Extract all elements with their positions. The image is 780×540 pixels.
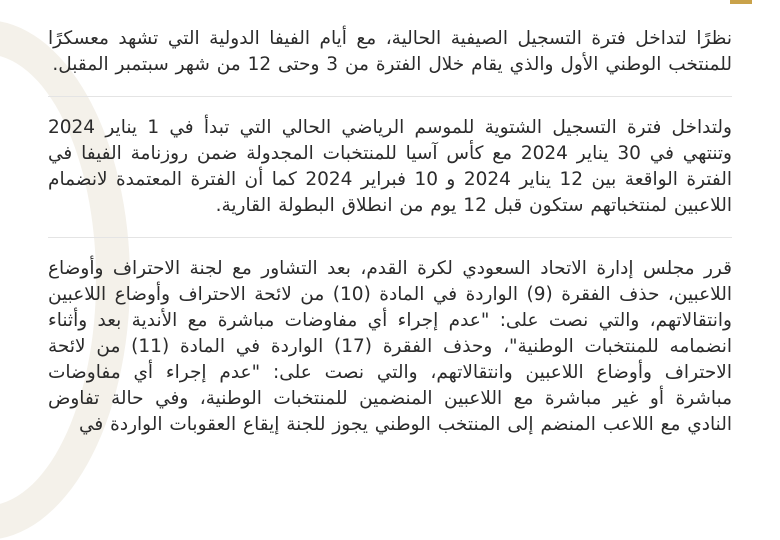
divider xyxy=(48,237,732,238)
paragraph-board-decision: قرر مجلس إدارة الاتحاد السعودي لكرة القدم، بعد التشاور مع لجنة الاحتراف وأوضاع اللاعبين، حذف الفقرة (9) الواردة في المادة (10) من لائحة الاحتراف وأوضاع اللاعبين وانتقالاتهم، والتي نصت على: "عدم إجراء أي مفاوضات مباشرة مع الأندية بعد وأثناء انضمامه للمنتخبات الوطنية"، وحذف الفقرة (17) الواردة في المادة (11) من لائحة الاحتراف وأوضاع اللاعبين وانتقالاتهم، والتي نصت على: "عدم إجراء أي مفاوضات مباشرة أو غير مباشرة مع اللاعبين المنضمين للمنتخبات الوطنية، وفي حالة تفاوض النادي مع اللاعب المنضم إلى المنتخب الوطني يجوز للجنة إيقاع العقوبات الواردة في xyxy=(48,258,733,435)
top-accent-bar xyxy=(730,0,752,4)
divider xyxy=(48,96,732,97)
paragraph-winter-registration: ولتداخل فترة التسجيل الشتوية للموسم الرياضي الحالي التي تبدأ في 1 يناير 2024 وتنتهي في 30 يناير 2024 مع كأس آسيا للمنتخبات المجدولة ضمن روزنامة الفيفا في الفترة الواقعة بين 12 يناير 2024 و 10 فبراير 2024 كما أن الفترة المعتمدة لانضمام اللاعبين لمنتخباتهم ستكون قبل 12 يوم من انطلاق البطولة القارية. xyxy=(48,117,732,216)
paragraph-summer-registration: نظرًا لتداخل فترة التسجيل الصيفية الحالية، مع أيام الفيفا الدولية التي تشهد معسكرًا للمنتخب الوطني الأول والذي يقام خلال الفترة من 3 وحتى 12 من شهر سبتمبر المقبل. xyxy=(48,28,732,75)
article-body xyxy=(48,26,732,438)
